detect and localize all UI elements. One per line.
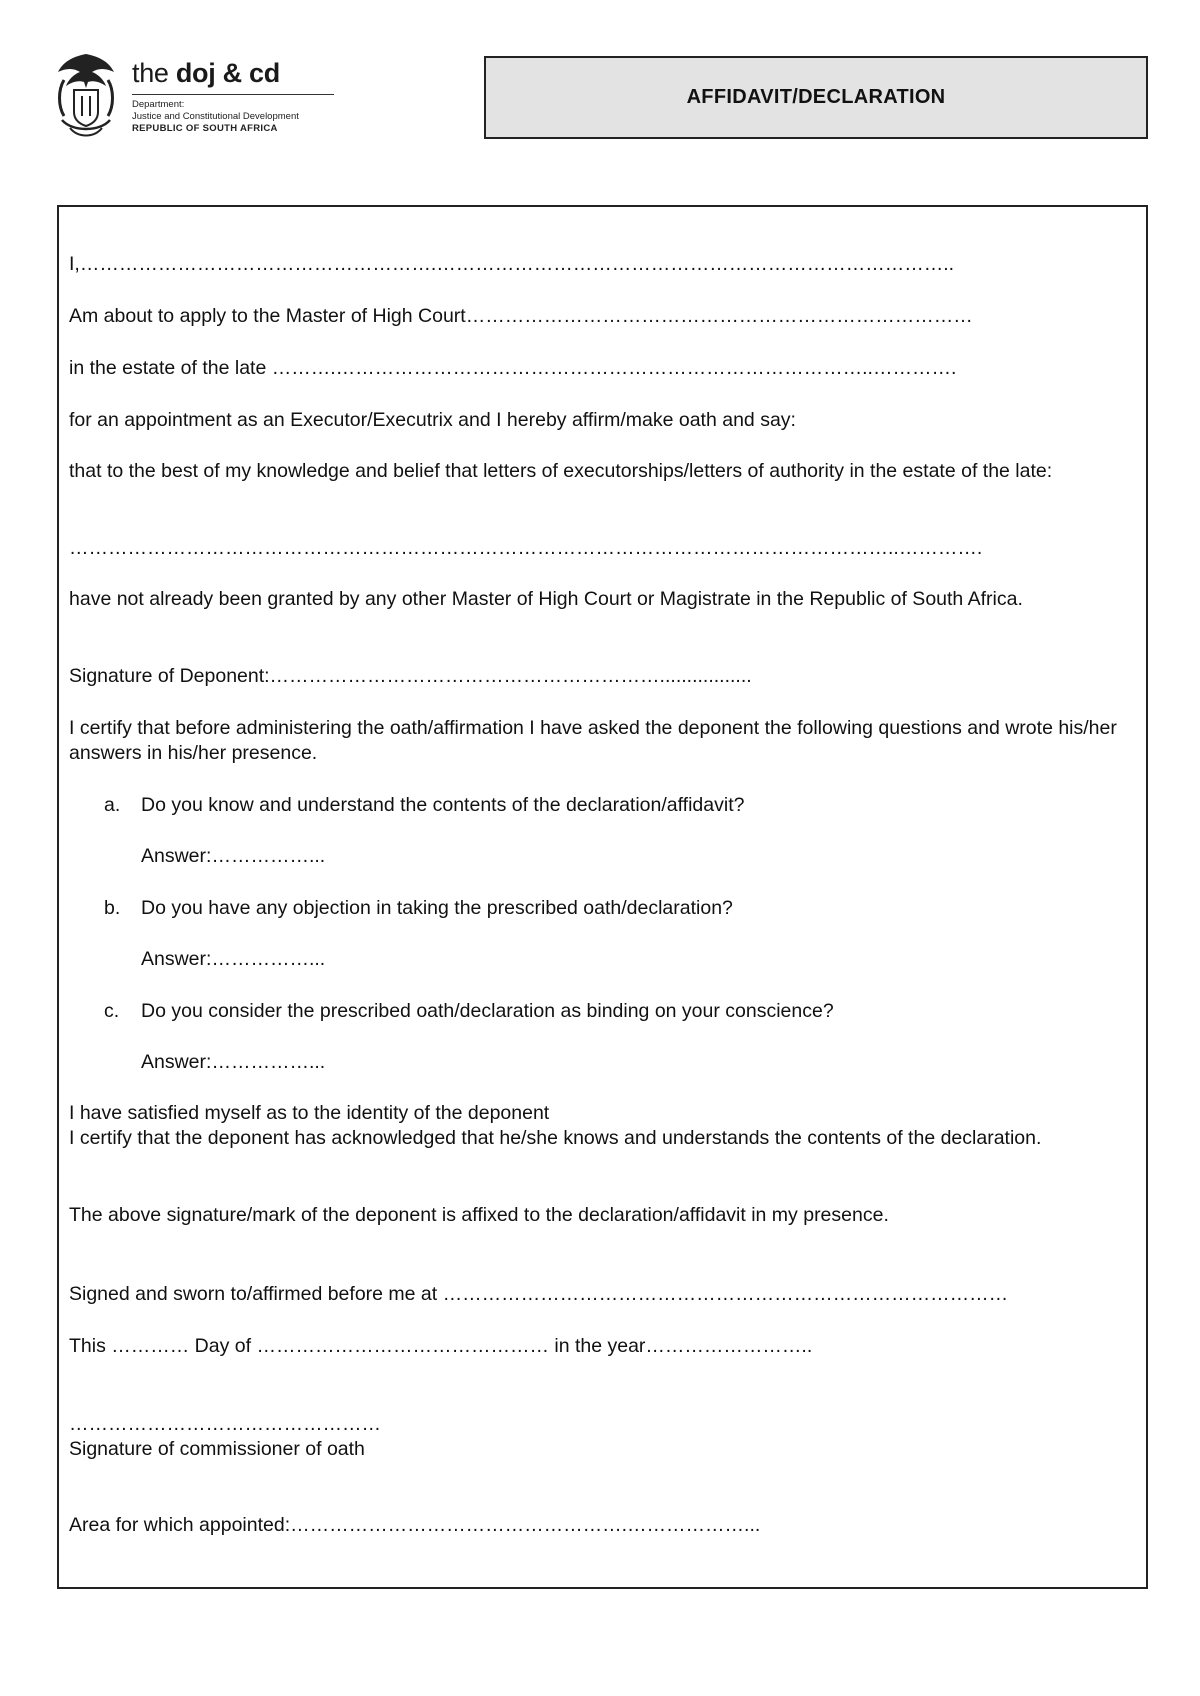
master-high-court-field[interactable]: Am about to apply to the Master of High Court…………………………………………………………………… bbox=[69, 305, 973, 327]
coat-of-arms-icon bbox=[54, 50, 118, 142]
question-label: c. bbox=[104, 1000, 120, 1022]
deponent-name-field[interactable]: I,……………………………………………….…………………………………………………………………….. bbox=[69, 253, 955, 275]
question-text: Do you consider the prescribed oath/declaration as binding on your conscience? bbox=[141, 1000, 834, 1022]
estate-name-field[interactable]: ………………………………………………………………………………………………………………..…………. bbox=[69, 537, 983, 559]
document-title: AFFIDAVIT/DECLARATION bbox=[484, 56, 1148, 139]
belief-statement: that to the best of my knowledge and belief that letters of executorships/letters of authority in the estate of the late: bbox=[69, 460, 1053, 482]
acknowledged-statement: I certify that the deponent has acknowledged that he/she knows and understands the contents of the declaration. bbox=[69, 1127, 1042, 1149]
estate-late-field[interactable]: in the estate of the late ……….………………………………………………………………………..…………. bbox=[69, 357, 957, 379]
question-text: Do you have any objection in taking the prescribed oath/declaration? bbox=[141, 897, 733, 919]
answer-field[interactable]: Answer:……………... bbox=[141, 948, 326, 970]
question-text: Do you know and understand the contents of the declaration/affidavit? bbox=[141, 794, 745, 816]
identity-statement: I have satisfied myself as to the identity of the deponent bbox=[69, 1102, 550, 1124]
sworn-location-field[interactable]: Signed and sworn to/affirmed before me at …………………………………………………………………………… bbox=[69, 1283, 1009, 1305]
answer-field[interactable]: Answer:……………... bbox=[141, 1051, 326, 1073]
commissioner-signature-label: Signature of commissioner of oath bbox=[69, 1438, 365, 1460]
question-label: b. bbox=[104, 897, 121, 919]
not-granted-statement: have not already been granted by any other Master of High Court or Magistrate in the Republic of South Africa. bbox=[69, 588, 1023, 610]
appointed-area-field[interactable]: Area for which appointed:…………………………………………….………………... bbox=[69, 1514, 761, 1536]
appointment-statement: for an appointment as an Executor/Executrix and I hereby affirm/make oath and say: bbox=[69, 409, 796, 431]
deponent-signature-field[interactable]: Signature of Deponent:……………………………………………………................. bbox=[69, 665, 752, 687]
logo-brand: the doj & cd bbox=[132, 58, 280, 88]
date-field[interactable]: This ………… Day of ……………………………………… in the year…………………….. bbox=[69, 1335, 813, 1357]
answer-field[interactable]: Answer:……………... bbox=[141, 845, 326, 867]
question-label: a. bbox=[104, 794, 121, 816]
doj-logo bbox=[54, 50, 354, 146]
commissioner-signature-field[interactable]: ………………………………………… bbox=[69, 1413, 381, 1435]
certify-statement: I certify that before administering the oath/affirmation I have asked the deponent the following questions and wrote his/her answers in his/her presence. bbox=[69, 717, 1117, 764]
logo-department-text: Department: Justice and Constitutional Development REPUBLIC OF SOUTH AFRICA bbox=[132, 99, 299, 134]
logo-divider bbox=[132, 94, 334, 95]
affixed-statement: The above signature/mark of the deponent is affixed to the declaration/affidavit in my presence. bbox=[69, 1204, 889, 1226]
